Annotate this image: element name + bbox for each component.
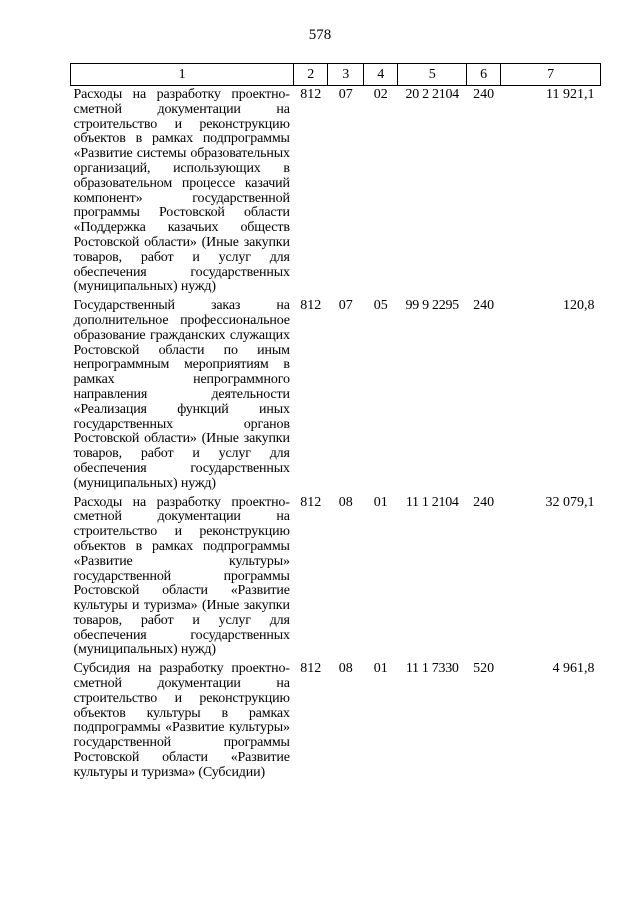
row-section: 07 — [338, 298, 353, 314]
table-header — [71, 64, 601, 86]
row-target-article: 11 1 7330 — [405, 661, 459, 677]
header-row — [71, 64, 601, 86]
row-expense-type: 240 — [473, 494, 495, 510]
budget-table — [70, 63, 601, 783]
row-subsection: 01 — [373, 661, 388, 677]
row-section: 08 — [338, 494, 353, 510]
row-target-article: 20 2 2104 — [405, 87, 459, 102]
row-description: Расходы на разработку проектно-сметной документации на строительство и реконструкцию объектов в рамках подпрограммы «Развитие культуры» государственной программы Ростовской области «Развитие культуры и туризма» (Иные закупки товаров, работ и услуг для обеспечения государственных (муниципальных) нужд) — [73, 494, 290, 658]
row-description: Государственный заказ на дополнительное профессиональное образование гражданских служащих Ростовской области по иным непрограммным мероприятиям в рамках непрограммного направления деятельности «Реализация функций иных государственных органов Ростовской области» (Иные закупки товаров, работ и услуг для обеспечения государственных (муниципальных) нужд) — [73, 298, 290, 491]
row-ministry-code: 812 — [300, 87, 322, 102]
header-col-4: 4 — [364, 64, 398, 86]
header-col-1: 1 — [71, 64, 294, 86]
page-number: 578 — [308, 27, 332, 43]
header-col-3: 3 — [328, 64, 364, 86]
table-row — [71, 297, 601, 493]
row-description: Расходы на разработку проектно-сметной документации на строительство и реконструкцию объектов в рамках подпрограммы «Развитие системы образовательных организаций, использующих в образовательном процессе казачий компонент» государственной программы Ростовской области «Поддержка казачьих обществ Ростовской области» (Иные закупки товаров, работ и услуг для обеспечения государственных (муниципальных) нужд) — [73, 87, 290, 295]
row-section: 07 — [338, 87, 353, 102]
row-expense-type: 240 — [473, 87, 495, 102]
table-row — [71, 494, 601, 661]
row-amount: 120,8 — [563, 298, 595, 314]
header-col-6: 6 — [467, 64, 501, 86]
row-amount: 32 079,1 — [545, 494, 595, 510]
table-row — [71, 86, 601, 298]
row-expense-type: 240 — [473, 298, 495, 314]
row-subsection: 02 — [373, 87, 388, 102]
row-amount: 11 921,1 — [546, 87, 595, 102]
row-subsection: 05 — [373, 298, 388, 314]
row-section: 08 — [338, 661, 353, 677]
row-ministry-code: 812 — [300, 661, 322, 677]
row-amount: 4 961,8 — [552, 661, 595, 677]
row-expense-type: 520 — [473, 661, 495, 677]
row-description: Субсидия на разработку проектно-сметной документации на строительство и реконструкцию объектов культуры в рамках подпрограммы «Развитие культуры» государственной программы Ростовской области «Развитие культуры и туризма» (Субсидии) — [73, 661, 290, 780]
row-target-article: 11 1 2104 — [405, 494, 459, 510]
table-body — [71, 86, 601, 783]
row-subsection: 01 — [373, 494, 388, 510]
row-ministry-code: 812 — [300, 494, 322, 510]
header-col-5: 5 — [398, 64, 467, 86]
row-target-article: 99 9 2295 — [405, 298, 459, 314]
header-col-7: 7 — [501, 64, 601, 86]
header-col-2: 2 — [294, 64, 328, 86]
row-ministry-code: 812 — [300, 298, 322, 314]
table-row — [71, 660, 601, 782]
